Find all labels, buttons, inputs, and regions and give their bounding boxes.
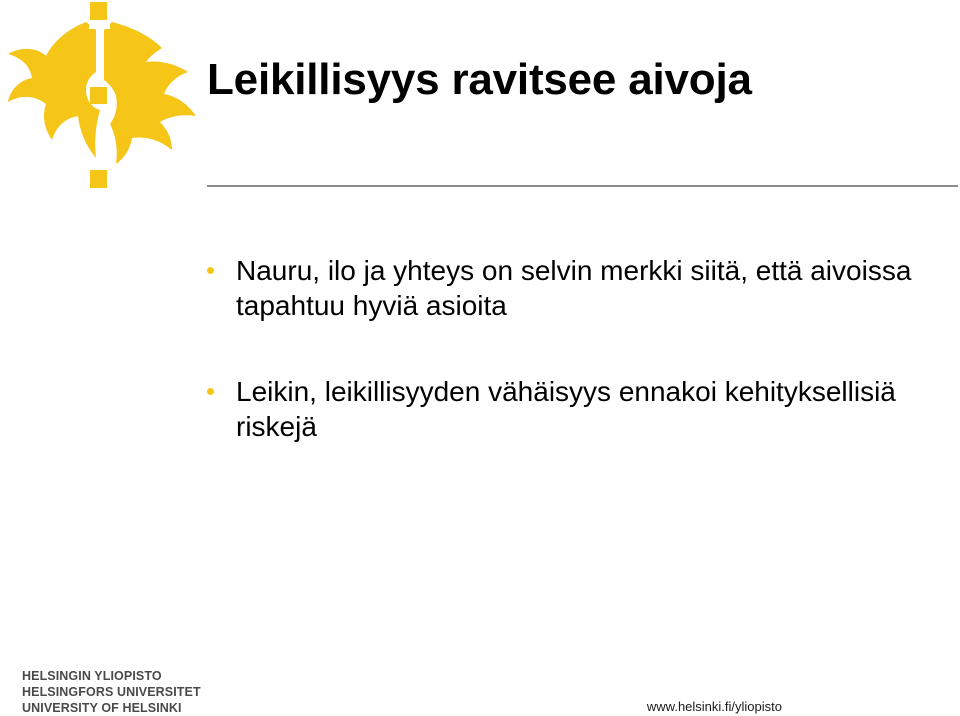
bullet-dot-icon (207, 388, 214, 395)
slide-title: Leikillisyys ravitsee aivoja (207, 55, 752, 104)
bullet-item (205, 374, 925, 444)
wordmark-line-english: UNIVERSITY OF HELSINKI (22, 701, 182, 715)
bullet-text: Leikin, leikillisyyden vähäisyys ennakoi kehityksellisiä riskejä (236, 376, 896, 442)
bullet-dot-icon (207, 267, 214, 274)
wordmark-line-finnish: HELSINGIN YLIOPISTO (22, 669, 162, 683)
university-wordmark (22, 668, 201, 716)
bullet-item (205, 253, 925, 323)
footer-url: www.helsinki.fi/yliopisto (646, 699, 782, 714)
bullet-text: Nauru, ilo ja yhteys on selvin merkki siitä, että aivoissa tapahtuu hyviä asioita (236, 255, 912, 321)
bullet-list (205, 253, 925, 495)
wordmark-line-swedish: HELSINGFORS UNIVERSITET (22, 685, 201, 699)
university-flame-logo (0, 0, 200, 195)
title-divider (207, 185, 958, 187)
